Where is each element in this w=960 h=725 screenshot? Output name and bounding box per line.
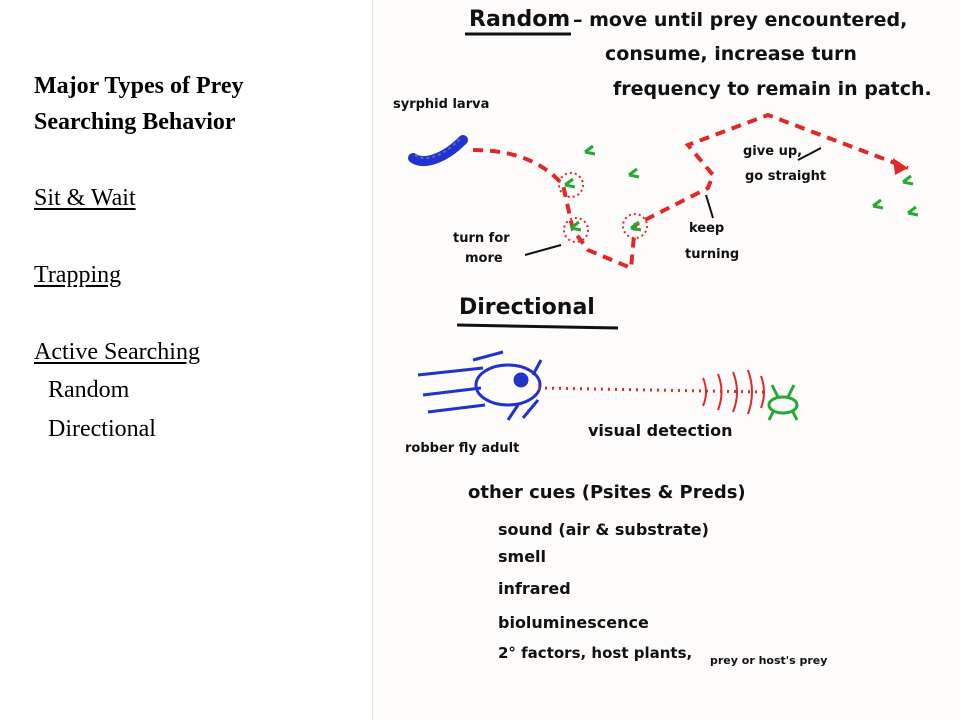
random-desc-2: consume, increase turn (605, 43, 857, 65)
detection-arcs (703, 370, 764, 414)
prey-icon (565, 179, 575, 187)
turn-arrow-icon (525, 245, 561, 255)
prey-icon (903, 176, 913, 184)
cue-infrared: infrared (498, 579, 571, 598)
detection-rays (538, 388, 763, 392)
prey-icon (631, 222, 641, 230)
random-search-path (473, 115, 908, 268)
cue-sound: sound (air & substrate) (498, 520, 709, 539)
outline-text (34, 68, 244, 448)
keep-label-2: turning (685, 247, 740, 262)
prey-icon (629, 169, 639, 177)
prey-items (565, 146, 918, 230)
prey-icon (585, 146, 595, 154)
feeding-marks (559, 173, 647, 242)
outline-panel (0, 0, 372, 720)
item-active-searching: Active Searching (34, 338, 200, 365)
cue-factors-2: prey or host's prey (710, 654, 828, 667)
hand-drawn-sketch (372, 0, 960, 720)
other-cues-heading: other cues (Psites & Preds) (468, 482, 746, 503)
turn-label-2: more (465, 251, 503, 266)
directional-heading-underline (457, 325, 618, 328)
syrphid-label: syrphid larva (393, 97, 490, 112)
slide-title-line-1: Major Types of Prey (34, 73, 244, 99)
turn-label-1: turn for (453, 231, 510, 246)
syrphid-larva-icon (413, 138, 463, 161)
robber-label: robber fly adult (405, 441, 520, 456)
directional-heading: Directional (459, 295, 595, 320)
giveup-label-2: go straight (745, 169, 827, 184)
keep-label-1: keep (689, 221, 725, 236)
random-desc-3: frequency to remain in patch. (613, 78, 932, 100)
slide-title-line-2: Searching Behavior (34, 109, 236, 135)
prey-icon (873, 200, 883, 208)
keep-arrow-icon (706, 195, 713, 218)
robber-fly-icon (418, 352, 541, 420)
prey-fly-icon (769, 385, 797, 420)
giveup-label-1: give up, (743, 144, 803, 159)
visual-label: visual detection (588, 421, 733, 440)
random-desc-1: – move until prey encountered, (573, 9, 908, 31)
path-arrow-head-icon (893, 158, 908, 175)
item-trapping: Trapping (34, 261, 122, 288)
subitem-directional: Directional (48, 415, 156, 442)
sketch-drawing (373, 0, 960, 720)
random-heading: Random (469, 7, 571, 32)
cue-bioluminescence: bioluminescence (498, 613, 649, 632)
cue-smell: smell (498, 547, 547, 566)
subitem-random: Random (48, 377, 130, 403)
cue-factors-1: 2° factors, host plants, (498, 644, 693, 662)
prey-icon (908, 207, 918, 215)
item-sit-wait: Sit & Wait (34, 184, 136, 211)
